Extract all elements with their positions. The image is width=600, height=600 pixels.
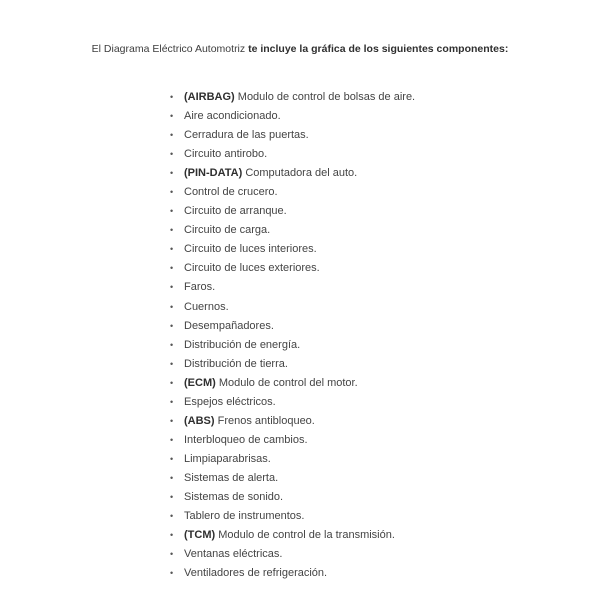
bullet-icon: • [170, 282, 174, 293]
bullet-icon: • [170, 263, 174, 274]
list-item [168, 317, 415, 336]
list-item [168, 298, 415, 317]
item-code: (ECM) [184, 376, 216, 389]
item-text: Frenos antibloqueo. [217, 414, 315, 427]
intro-strong-text: te incluye la gráfica de los siguientes componentes: [248, 43, 509, 55]
item-text: Cerradura de las puertas. [184, 129, 309, 142]
list-item [168, 183, 415, 202]
list-item [168, 507, 415, 526]
list-item [168, 240, 415, 259]
item-text: Interbloqueo de cambios. [184, 433, 308, 446]
item-code: (PIN-DATA) [184, 167, 243, 180]
bullet-icon: • [170, 491, 174, 502]
intro-lead-text: El Diagrama Eléctrico Automotriz [91, 43, 246, 55]
item-text: Sistemas de alerta. [184, 471, 279, 484]
item-code: (AIRBAG) [184, 91, 235, 103]
list-item [168, 469, 415, 488]
item-text: Sistemas de sonido. [184, 490, 284, 503]
bullet-icon: • [170, 549, 174, 560]
list-item [168, 164, 415, 183]
list-item [168, 202, 415, 221]
list-item [168, 355, 415, 374]
list-item [168, 412, 415, 431]
bullet-icon: • [170, 92, 174, 102]
item-text: Computadora del auto. [245, 167, 358, 180]
list-item [168, 393, 415, 412]
item-text: Aire acondicionado. [184, 110, 281, 123]
list-item [168, 107, 415, 126]
bullet-icon: • [170, 377, 174, 388]
item-text: Espejos eléctricos. [184, 395, 276, 408]
list-item [168, 145, 415, 164]
bullet-icon: • [170, 434, 174, 445]
bullet-icon: • [170, 187, 174, 198]
bullet-icon: • [170, 453, 174, 464]
bullet-icon: • [170, 320, 174, 331]
bullet-icon: • [170, 530, 174, 541]
item-text: Ventanas eléctricas. [184, 548, 283, 561]
bullet-icon: • [170, 415, 174, 426]
bullet-icon: • [170, 225, 174, 236]
item-text: Desempañadores. [184, 319, 274, 332]
item-text: Cuernos. [184, 300, 229, 313]
bullet-icon: • [170, 111, 174, 122]
list-item [168, 221, 415, 240]
bullet-icon: • [170, 206, 174, 217]
bullet-icon: • [170, 568, 174, 579]
list-item [168, 488, 415, 507]
list-item [168, 545, 415, 564]
item-text: Circuito de luces exteriores. [184, 262, 320, 275]
list-item [168, 374, 415, 393]
bullet-icon: • [170, 168, 174, 179]
components-list [168, 88, 415, 583]
bullet-icon: • [170, 301, 174, 312]
item-text: Modulo de control del motor. [218, 376, 358, 389]
bullet-icon: • [170, 130, 174, 141]
list-item [168, 450, 415, 469]
intro-paragraph [60, 42, 540, 57]
item-text: Circuito de luces interiores. [184, 243, 317, 256]
list-item [168, 88, 415, 107]
list-item [168, 526, 415, 545]
item-text: Modulo de control de bolsas de aire. [237, 91, 416, 103]
item-text: Control de crucero. [184, 186, 278, 199]
list-item [168, 564, 415, 583]
bullet-icon: • [170, 511, 174, 522]
item-code: (TCM) [184, 529, 216, 542]
bullet-icon: • [170, 472, 174, 483]
item-text: Circuito antirobo. [184, 148, 268, 161]
item-code: (ABS) [184, 414, 215, 427]
bullet-icon: • [170, 149, 174, 160]
bullet-icon: • [170, 396, 174, 407]
item-text: Limpiaparabrisas. [184, 452, 271, 465]
list-item [168, 336, 415, 355]
item-text: Faros. [184, 281, 216, 294]
list-item [168, 278, 415, 297]
bullet-icon: • [170, 339, 174, 350]
item-text: Modulo de control de la transmisión. [218, 529, 395, 542]
list-item [168, 259, 415, 278]
list-item [168, 431, 415, 450]
bullet-icon: • [170, 358, 174, 369]
item-text: Distribución de energía. [184, 338, 301, 351]
item-text: Ventiladores de refrigeración. [184, 567, 328, 580]
item-text: Tablero de instrumentos. [184, 510, 305, 523]
item-text: Distribución de tierra. [184, 357, 288, 370]
bullet-icon: • [170, 244, 174, 255]
list-item [168, 126, 415, 145]
item-text: Circuito de carga. [184, 224, 271, 237]
item-text: Circuito de arranque. [184, 205, 287, 218]
